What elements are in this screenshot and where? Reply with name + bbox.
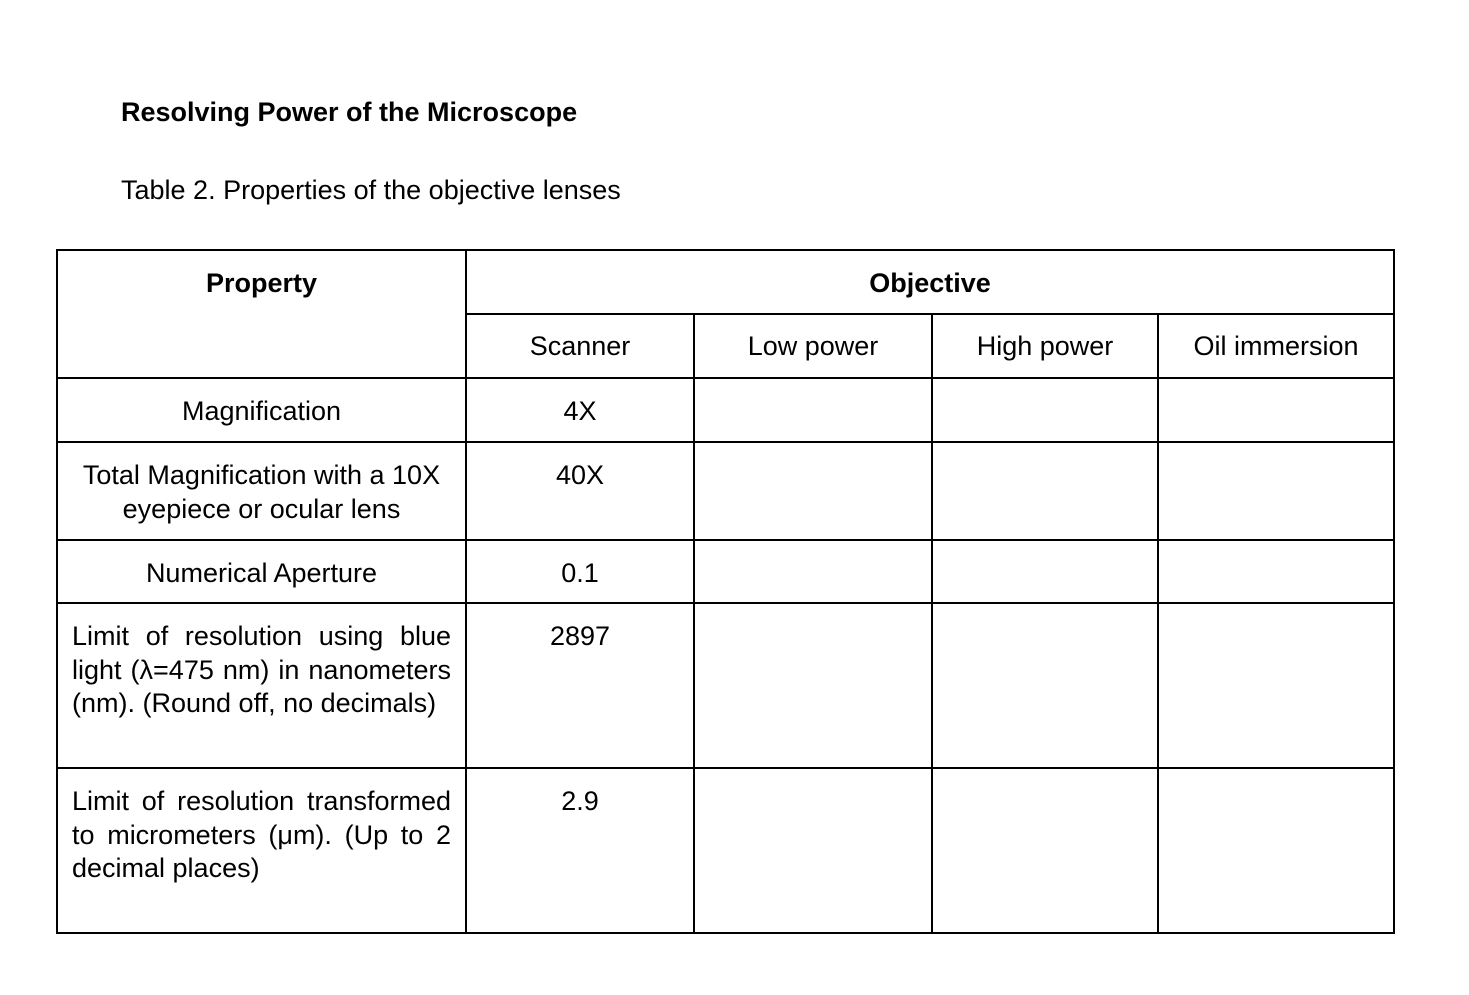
cell-high-power (932, 540, 1158, 603)
cell-low-power (694, 442, 932, 540)
cell-scanner: 2897 (466, 603, 694, 768)
cell-low-power (694, 768, 932, 933)
column-header-high-power: High power (932, 314, 1158, 378)
table-row-limit-resolution-um (57, 768, 1394, 933)
cell-scanner: 2.9 (466, 768, 694, 933)
cell-scanner: 0.1 (466, 540, 694, 603)
objective-properties-table (56, 249, 1395, 934)
cell-high-power (932, 442, 1158, 540)
cell-oil-immersion (1158, 442, 1394, 540)
cell-scanner: 4X (466, 378, 694, 442)
objective-header: Objective (466, 250, 1394, 314)
column-header-scanner: Scanner (466, 314, 694, 378)
cell-oil-immersion (1158, 378, 1394, 442)
row-label: Magnification (57, 378, 466, 442)
cell-oil-immersion (1158, 540, 1394, 603)
cell-oil-immersion (1158, 603, 1394, 768)
cell-high-power (932, 378, 1158, 442)
cell-oil-immersion (1158, 768, 1394, 933)
row-label: Limit of resolution transformed to micrometers (μm). (Up to 2 decimal places) (57, 768, 466, 933)
row-label: Total Magnification with a 10X eyepiece or ocular lens (57, 442, 466, 540)
cell-low-power (694, 540, 932, 603)
column-header-low-power: Low power (694, 314, 932, 378)
cell-low-power (694, 603, 932, 768)
cell-high-power (932, 603, 1158, 768)
column-header-oil-immersion: Oil immersion (1158, 314, 1394, 378)
cell-scanner: 40X (466, 442, 694, 540)
table-row-numerical-aperture (57, 540, 1394, 603)
cell-high-power (932, 768, 1158, 933)
table-header-row (57, 250, 1394, 314)
table-row-magnification (57, 378, 1394, 442)
document-heading: Resolving Power of the Microscope (121, 97, 578, 127)
cell-low-power (694, 378, 932, 442)
row-label: Limit of resolution using blue light (λ=475 nm) in nanometers (nm). (Round off, no decimals) (57, 603, 466, 768)
table-row-limit-resolution-nm (57, 603, 1394, 768)
table-caption: Table 2. Properties of the objective lenses (121, 175, 621, 205)
property-header: Property (57, 250, 466, 378)
table-row-total-magnification (57, 442, 1394, 540)
row-label: Numerical Aperture (57, 540, 466, 603)
